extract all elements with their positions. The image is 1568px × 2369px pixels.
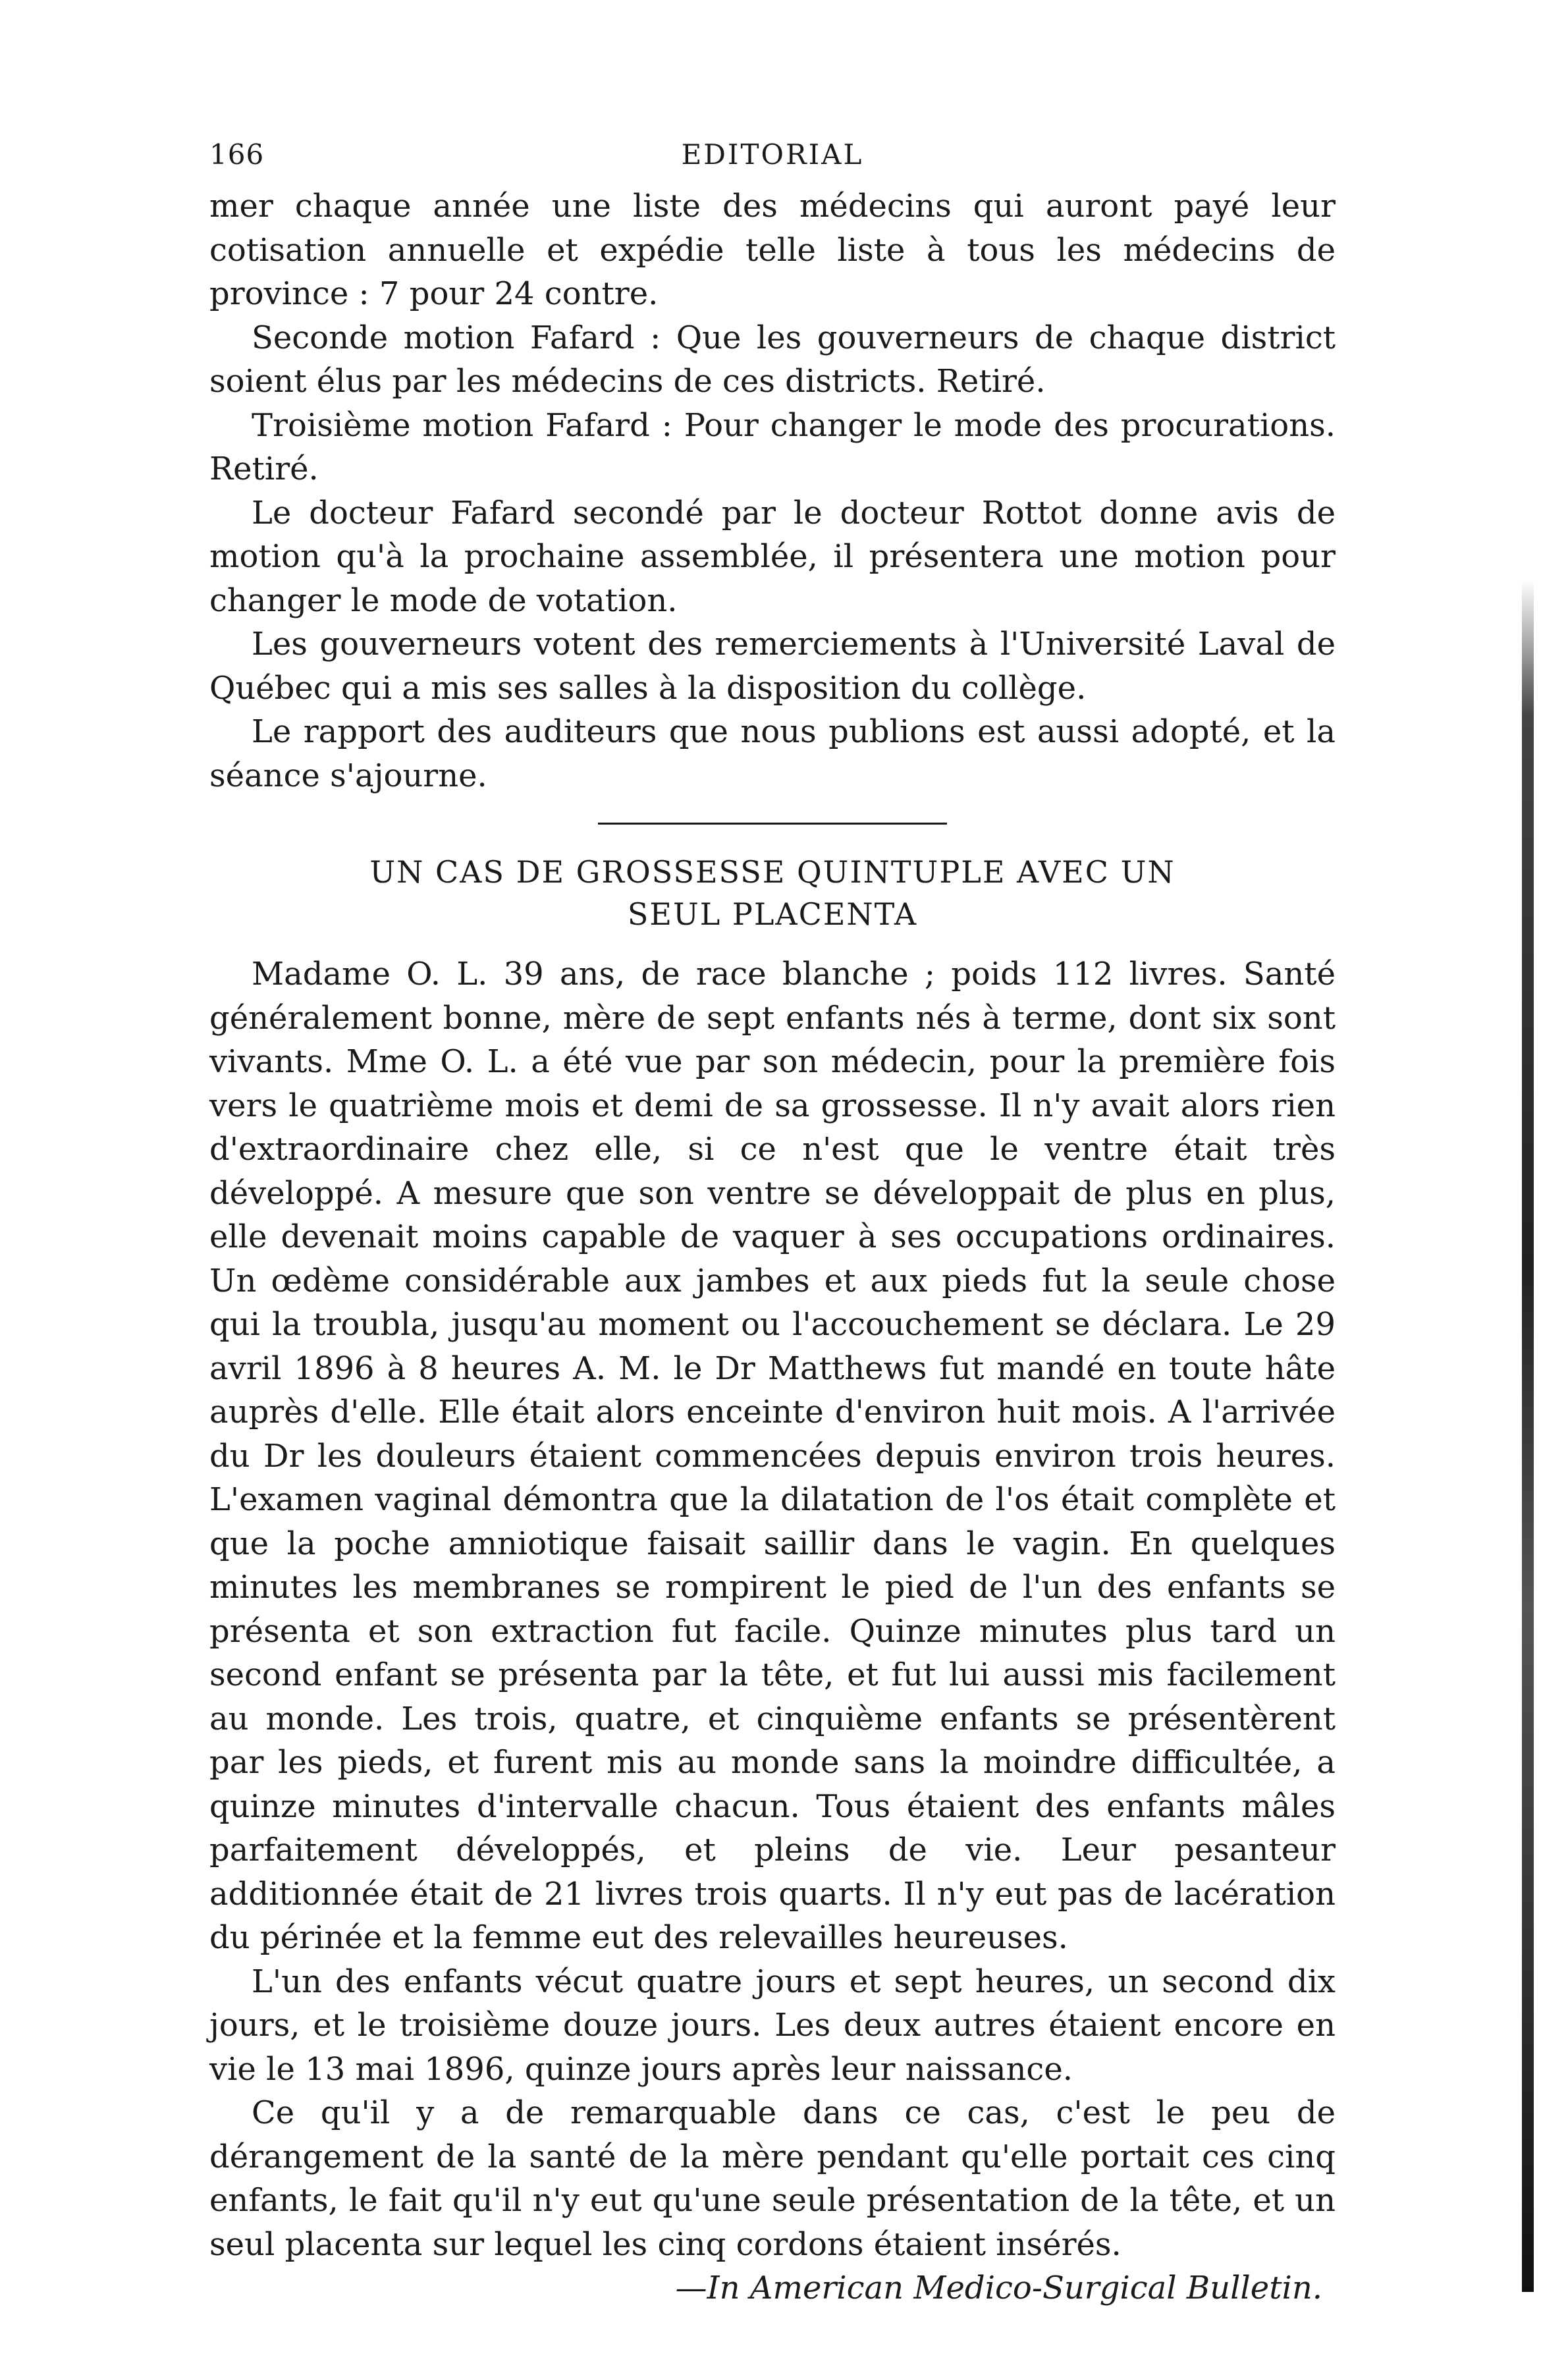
page-edge-shadow [1522,580,1534,2292]
article-body [209,952,1336,2266]
paragraph: Le docteur Fafard secondé par le docteur Rottot donne avis de motion qu'à la prochaine assemblée, il présentera une motion pour changer le mode de votation. [209,494,1336,619]
article-title-line: SEUL PLACENTA [627,896,918,932]
page-number: 166 [209,138,265,171]
paragraph: Les gouverneurs votent des remerciements à l'Université Laval de Québec qui a mis ses salles à la disposition du collège. [209,626,1336,707]
article-title-line: UN CAS DE GROSSESSE QUINTUPLE AVEC UN [369,854,1176,890]
running-title: EDITORIAL [681,138,864,171]
paragraph: Le rapport des auditeurs que nous publions est aussi adopté, et la séance s'ajourne. [209,713,1336,794]
paragraph: Troisième motion Fafard : Pour changer le mode des procurations. Retiré. [209,406,1336,487]
minutes-section [209,184,1336,798]
running-head [209,132,1336,184]
article-title [209,851,1336,935]
article-source: —In American Medico-Surgical Bulletin. [675,2270,1322,2306]
paragraph: Madame O. L. 39 ans, de race blanche ; poids 112 livres. Santé généralement bonne, mère de sept enfants nés à terme, dont six sont vivants. Mme O. L. a été vue par son médecin, pour la première fois vers le quatrième mois et demi de sa grossesse. Il n'y avait alors rien d'extraordinaire chez elle, si ce n'est que le ventre était très développé. A mesure que son ventre se développait de plus en plus, elle devenait moins capable de vaquer à ses occupations ordinaires. Un œdème considérable aux jambes et aux pieds fut la seule chose qui la troubla, jusqu'au moment ou l'accouchement se déclara. Le 29 avril 1896 à 8 heures A. M. le Dr Matthews fut mandé en toute hâte auprès d'elle. Elle était alors enceinte d'environ huit mois. A l'arrivée du Dr les douleurs étaient commencées depuis environ trois heures. L'examen vaginal démontra que la dilatation de l'os était complète et que la poche amniotique faisait saillir dans le vagin. En quelques minutes les membranes se rompirent le pied de l'un des enfants se présenta et son extraction fut facile. Quinze minutes plus tard un second enfant se présenta par la tête, et fut lui aussi mis facilement au monde. Les trois, quatre, et cinquième enfants se présentèrent par les pieds, et furent mis au monde sans la moindre difficultée, a quinze minutes d'intervalle chacun. Tous étaient des enfants mâles parfaitement développés, et pleins de vie. Leur pesanteur additionnée était de 21 livres trois quarts. Il n'y eut pas de lacération du périnée et la femme eut des relevailles heureuses. [209,956,1336,1956]
paragraph: Ce qu'il y a de remarquable dans ce cas, c'est le peu de dérangement de la santé de la mère pendant qu'elle portait ces cinq enfants, le fait qu'il n'y eut qu'une seule présentation de la tête, et un seul placenta sur lequel les cinq cordons étaient insérés. [209,2094,1336,2263]
document-page [209,132,1336,2310]
paragraph: L'un des enfants vécut quatre jours et sept heures, un second dix jours, et le troisième douze jours. Les deux autres étaient encore en vie le 13 mai 1896, quinze jours après leur naissance. [209,1963,1336,2088]
section-divider [598,823,947,825]
paragraph: Seconde motion Fafard : Que les gouverneurs de chaque district soient élus par les médecins de ces districts. Retiré. [209,319,1336,400]
paragraph: mer chaque année une liste des médecins qui auront payé leur cotisation annuelle et expédie telle liste à tous les médecins de province : 7 pour 24 contre. [209,188,1336,312]
